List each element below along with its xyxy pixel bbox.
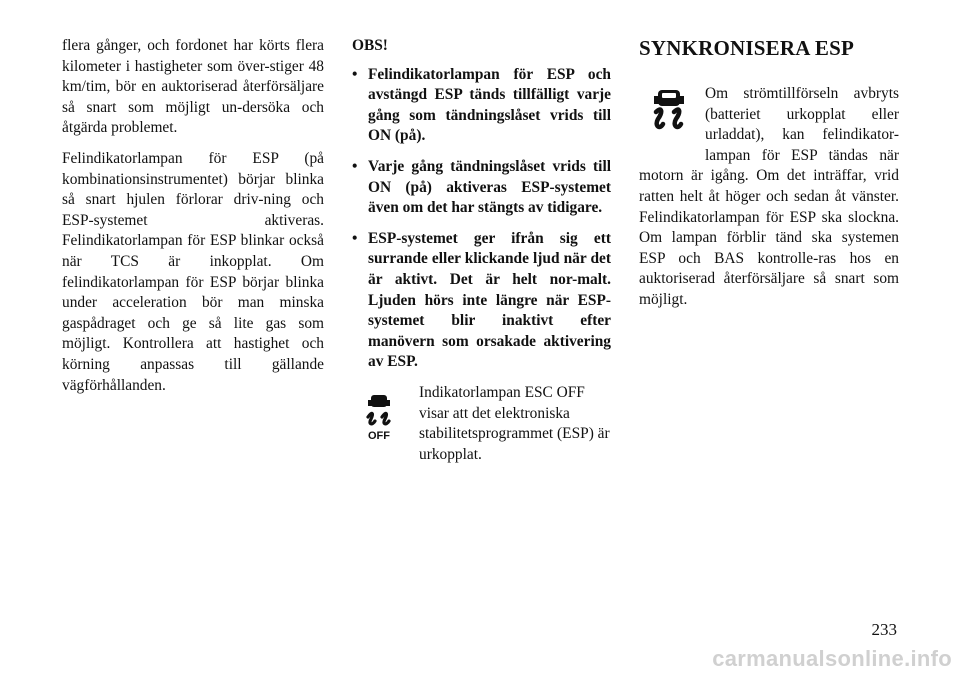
note-item: • Varje gång tändningslåset vrids till ON (på) aktiveras ESP-systemet även om det har stängts av tidigare. (352, 157, 611, 219)
notes-list (352, 65, 611, 373)
esp-skid-icon (647, 88, 691, 138)
note-item: • Felindikatorlampan för ESP och avstängd ESP tänds tillfälligt varje gång som tändningslåset vrids till ON (på). (352, 65, 611, 147)
esc-off-icon (362, 393, 396, 443)
esc-off-description: Indikatorlampan ESC OFF visar att det elektroniska stabilitetsprogrammet (ESP) är urkopplat. (419, 383, 610, 463)
page-number: 233 (871, 620, 897, 639)
column-2 (352, 36, 611, 465)
notes-heading: OBS! (352, 37, 388, 54)
paragraph: flera gånger, och fordonet har körts flera kilometer i hastigheter som över-stiger 48 km/tim, bör en auktoriserad återförsäljare så snart som möjligt un-dersöka och åtgärda problemet. (62, 37, 324, 137)
esp-sync-block (639, 84, 899, 311)
esc-off-indicator (352, 383, 611, 465)
column-1 (62, 36, 324, 406)
note-item: • ESP-systemet ger ifrån sig ett surrande eller klickande ljud när det är aktivt. Det är helt nor-malt. Ljuden hörs inte längre när ESP-systemet blir inaktivt efter manövern som orsakade aktivering av ESP. (352, 229, 611, 373)
watermark: carmanualsonline.info (712, 646, 952, 671)
paragraph: Felindikatorlampan för ESP (på kombinationsinstrumentet) börjar blinka så snart hjulen förlorar driv-ning och ESP-systemet aktiveras. Felindikatorlampan för ESP blinkar också när TCS är inkopplat. Om felindikatorlampan för ESP börjar blinka under acceleration bör man minska gaspådraget och ge så lite gas som möjligt. Kontrollera att hastighet och körning anpassas till gällande vägförhållanden. (62, 149, 324, 394)
esp-sync-text: Om strömtillförseln avbryts (batteriet urkopplat eller urladdat), kan felindikator-lampan för ESP tändas när motorn är igång. Om det inträffar, vrid ratten helt åt höger och sedan åt vänster. Felindikatorlampan för ESP ska slockna. Om lampan förblir tänd ska systemen ESP och BAS kontrolle-ras hos en auktoriserad återförsäljare så snart som möjligt. (639, 85, 899, 308)
section-title: SYNKRONISERA ESP (639, 36, 855, 60)
svg-text:OFF: OFF (368, 429, 390, 442)
column-3 (639, 36, 899, 311)
